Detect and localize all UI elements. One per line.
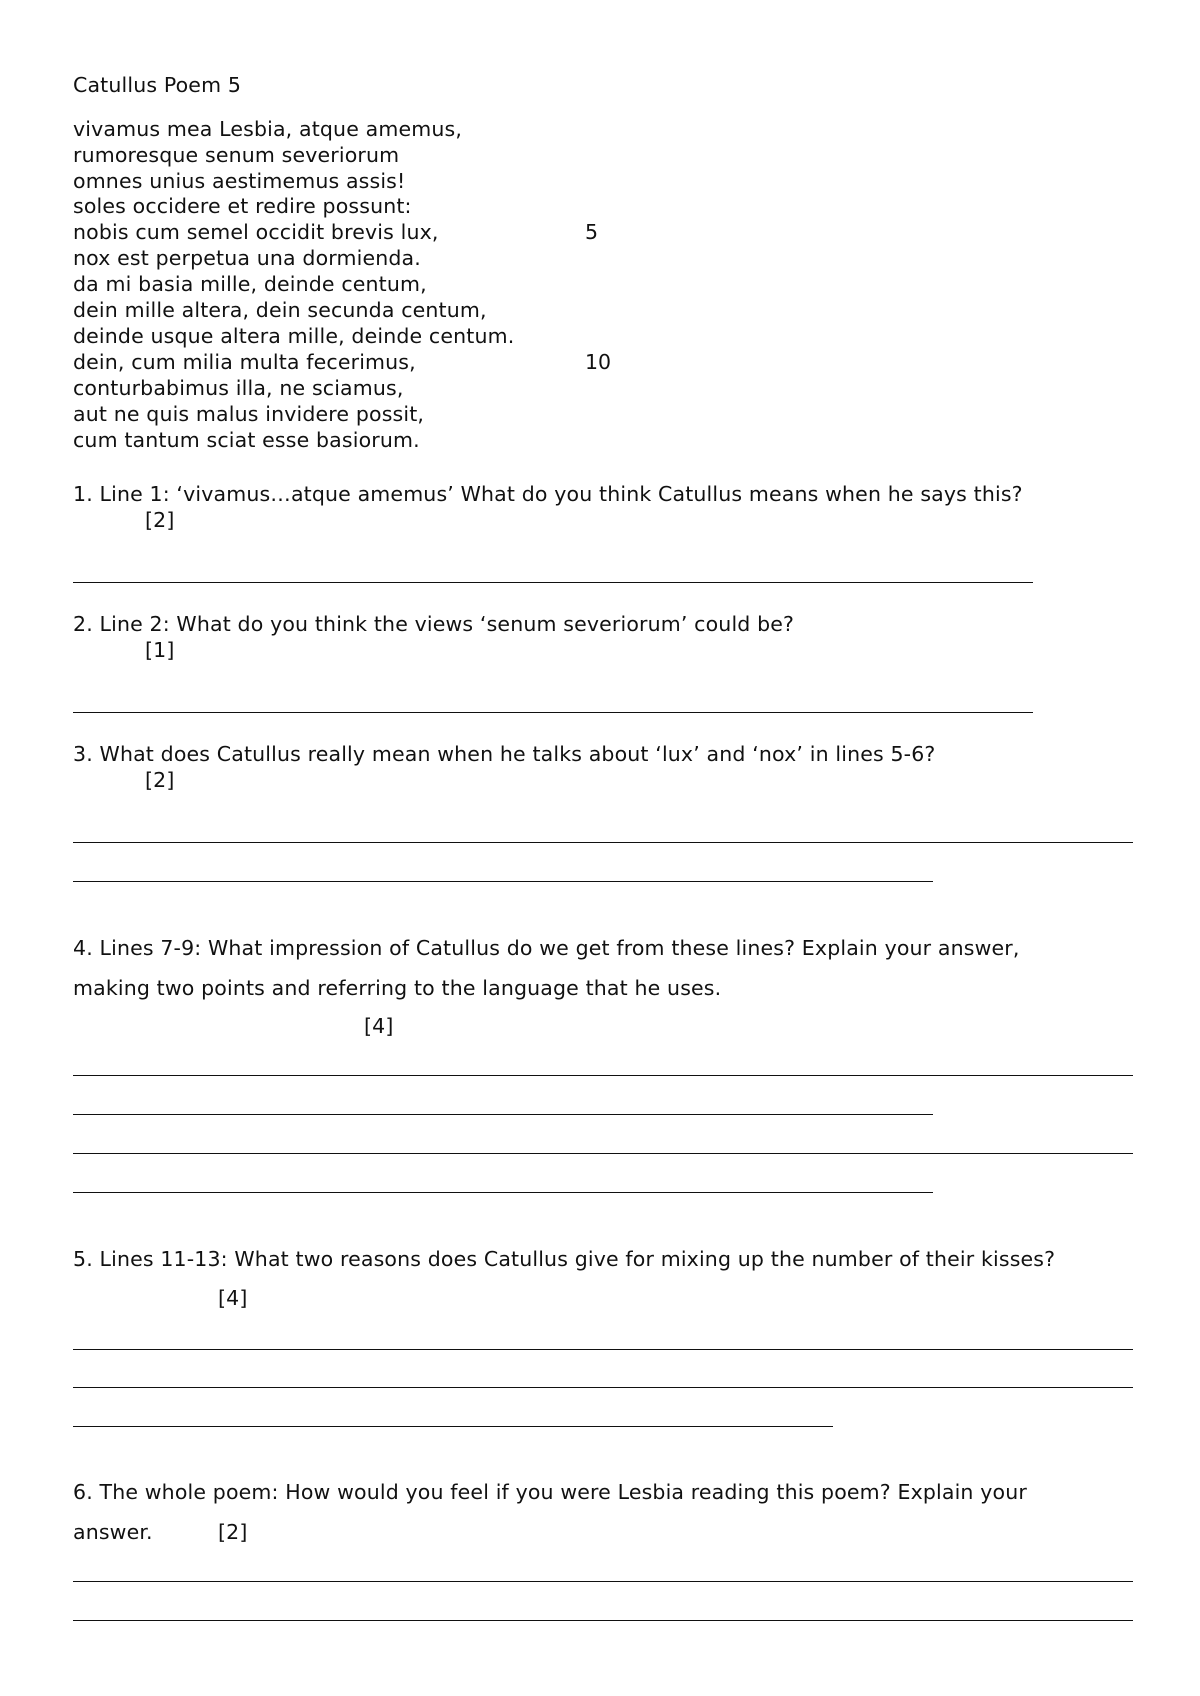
poem-line: da mi basia mille, deinde centum, bbox=[73, 272, 427, 296]
question-marks: [2] bbox=[218, 1520, 248, 1544]
poem-line: cum tantum sciat esse basiorum. bbox=[73, 428, 420, 452]
question-text: 5. Lines 11-13: What two reasons does Catullus give for mixing up the number of their kisses? bbox=[73, 1247, 1056, 1271]
poem-line: nobis cum semel occidit brevis lux, bbox=[73, 220, 439, 244]
question-marks: [1] bbox=[145, 638, 175, 662]
page-title: Catullus Poem 5 bbox=[73, 73, 242, 97]
answer-line[interactable] bbox=[73, 1581, 1133, 1582]
question-text: 3. What does Catullus really mean when he talks about ‘lux’ and ‘nox’ in lines 5-6? bbox=[73, 742, 936, 766]
answer-line[interactable] bbox=[73, 712, 1033, 713]
question-text: 4. Lines 7-9: What impression of Catullus do we get from these lines? Explain your answer, bbox=[73, 936, 1020, 960]
question-text-continued: making two points and referring to the language that he uses. bbox=[73, 976, 722, 1000]
poem-line: rumoresque senum severiorum bbox=[73, 143, 400, 167]
question-marks: [2] bbox=[145, 508, 175, 532]
answer-line[interactable] bbox=[73, 881, 933, 882]
poem-line: dein mille altera, dein secunda centum, bbox=[73, 298, 487, 322]
answer-line[interactable] bbox=[73, 1153, 1133, 1154]
answer-line[interactable] bbox=[73, 1075, 1133, 1076]
answer-line[interactable] bbox=[73, 1114, 933, 1115]
question-marks: [4] bbox=[218, 1286, 248, 1310]
poem-line: dein, cum milia multa fecerimus, bbox=[73, 350, 416, 374]
poem-line: nox est perpetua una dormienda. bbox=[73, 246, 421, 270]
answer-line[interactable] bbox=[73, 1426, 833, 1427]
poem-line: vivamus mea Lesbia, atque amemus, bbox=[73, 117, 462, 141]
answer-line[interactable] bbox=[73, 1620, 1133, 1621]
question-marks: [2] bbox=[145, 768, 175, 792]
line-number-5: 5 bbox=[585, 220, 599, 244]
poem-line: conturbabimus illa, ne sciamus, bbox=[73, 376, 404, 400]
poem-line: omnes unius aestimemus assis! bbox=[73, 169, 406, 193]
question-text-continued: answer. bbox=[73, 1520, 153, 1544]
poem-line: aut ne quis malus invidere possit, bbox=[73, 402, 425, 426]
poem-line: soles occidere et redire possunt: bbox=[73, 194, 412, 218]
line-number-10: 10 bbox=[585, 350, 612, 374]
answer-line[interactable] bbox=[73, 1387, 1133, 1388]
question-marks: [4] bbox=[364, 1014, 394, 1038]
answer-line[interactable] bbox=[73, 1192, 933, 1193]
question-text: 1. Line 1: ‘vivamus…atque amemus’ What do you think Catullus means when he says this? bbox=[73, 482, 1023, 506]
question-text: 2. Line 2: What do you think the views ‘senum severiorum’ could be? bbox=[73, 612, 795, 636]
answer-line[interactable] bbox=[73, 1349, 1133, 1350]
question-text: 6. The whole poem: How would you feel if you were Lesbia reading this poem? Explain your bbox=[73, 1480, 1027, 1504]
answer-line[interactable] bbox=[73, 842, 1133, 843]
answer-line[interactable] bbox=[73, 582, 1033, 583]
poem-line: deinde usque altera mille, deinde centum. bbox=[73, 324, 515, 348]
